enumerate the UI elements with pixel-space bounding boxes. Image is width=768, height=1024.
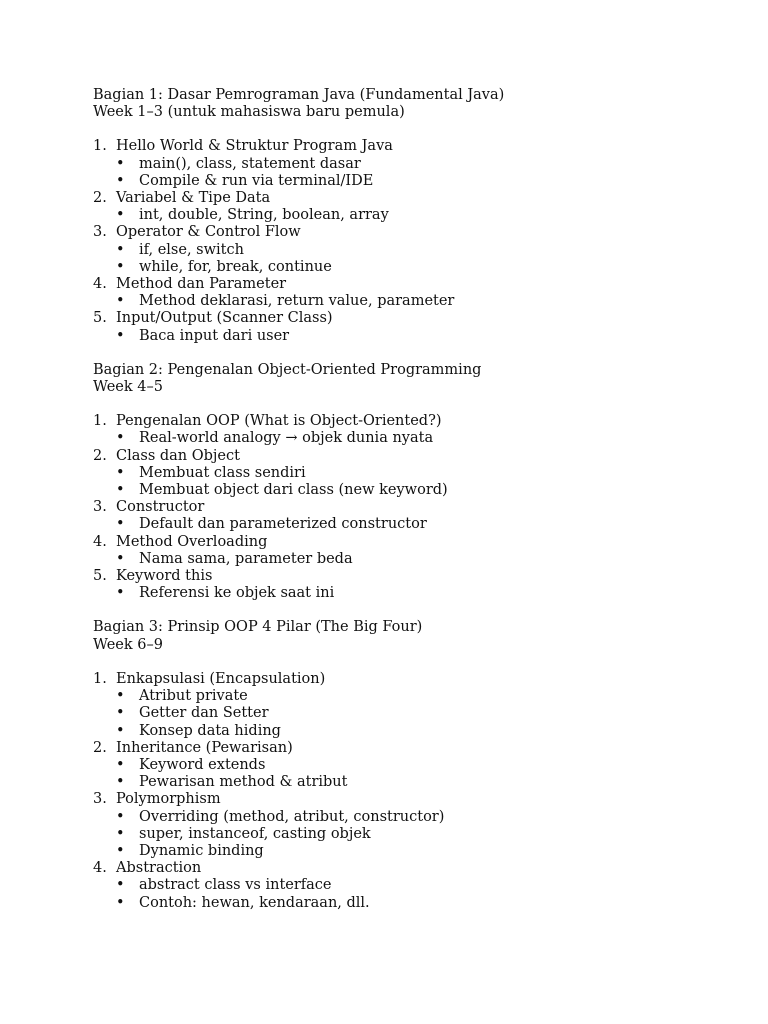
topic-label: Polymorphism <box>116 791 221 808</box>
topic-label: Constructor <box>116 499 205 516</box>
topic-label: Enkapsulasi (Encapsulation) <box>116 670 326 687</box>
topic-item <box>93 276 693 293</box>
topic-list <box>93 138 693 344</box>
section-1 <box>93 87 693 345</box>
bullet-item <box>93 826 693 843</box>
bullet-text: Compile & run via terminal/IDE <box>139 172 374 189</box>
bullet-text: main(), class, statement dasar <box>139 155 361 172</box>
bullet-dot-icon: • <box>116 155 125 172</box>
topic-number: 1. <box>93 138 107 155</box>
topic-item <box>93 224 693 241</box>
bullet-item <box>93 173 693 190</box>
topic-number: 1. <box>93 413 107 430</box>
bullet-dot-icon: • <box>116 258 125 275</box>
section-week: Week 6–9 <box>93 636 163 653</box>
bullet-text: super, instanceof, casting objek <box>139 825 371 842</box>
bullet-item <box>93 293 693 310</box>
topic-label: Method Overloading <box>116 533 268 550</box>
topic-number: 1. <box>93 670 107 687</box>
bullet-dot-icon: • <box>116 327 125 344</box>
bullet-dot-icon: • <box>116 585 125 602</box>
bullet-text: Contoh: hewan, kendaraan, dll. <box>139 894 370 911</box>
bullet-dot-icon: • <box>116 550 125 567</box>
topic-item <box>93 860 693 877</box>
topic-item <box>93 190 693 207</box>
bullet-dot-icon: • <box>116 894 125 911</box>
topic-label: Keyword this <box>116 568 213 585</box>
topic-list <box>93 671 693 912</box>
bullet-text: Real-world analogy → objek dunia nyata <box>139 430 434 447</box>
bullet-item <box>93 328 693 345</box>
bullet-item <box>93 430 693 447</box>
topic-item <box>93 413 693 430</box>
bullet-dot-icon: • <box>116 241 125 258</box>
bullet-dot-icon: • <box>116 172 125 189</box>
bullet-text: Default dan parameterized constructor <box>139 516 427 533</box>
bullet-text: Method deklarasi, return value, parameter <box>139 293 455 310</box>
topic-item <box>93 740 693 757</box>
topic-label: Input/Output (Scanner Class) <box>116 310 333 327</box>
topic-label: Operator & Control Flow <box>116 224 301 241</box>
topic-number: 2. <box>93 190 107 207</box>
bullet-dot-icon: • <box>116 722 125 739</box>
topic-item <box>93 499 693 516</box>
bullet-dot-icon: • <box>116 774 125 791</box>
bullet-text: while, for, break, continue <box>139 258 332 275</box>
topic-number: 4. <box>93 860 107 877</box>
topic-item <box>93 671 693 688</box>
topic-number: 5. <box>93 568 107 585</box>
bullet-item <box>93 688 693 705</box>
bullet-dot-icon: • <box>116 877 125 894</box>
bullet-dot-icon: • <box>116 825 125 842</box>
bullet-text: Konsep data hiding <box>139 722 281 739</box>
topic-number: 2. <box>93 739 107 756</box>
bullet-text: Baca input dari user <box>139 327 290 344</box>
bullet-item <box>93 551 693 568</box>
topic-item <box>93 448 693 465</box>
bullet-item <box>93 585 693 602</box>
topic-label: Hello World & Struktur Program Java <box>116 138 393 155</box>
bullet-item <box>93 843 693 860</box>
topic-label: Inheritance (Pewarisan) <box>116 739 293 756</box>
bullet-item <box>93 877 693 894</box>
bullet-item <box>93 207 693 224</box>
bullet-text: Keyword extends <box>139 756 266 773</box>
bullet-item <box>93 242 693 259</box>
section-week: Week 4–5 <box>93 379 163 396</box>
bullet-item <box>93 156 693 173</box>
bullet-text: Atribut private <box>139 688 248 705</box>
topic-label: Abstraction <box>116 860 202 877</box>
topic-item <box>93 568 693 585</box>
bullet-dot-icon: • <box>116 293 125 310</box>
bullet-dot-icon: • <box>116 756 125 773</box>
section-3 <box>93 619 693 911</box>
bullet-text: Getter dan Setter <box>139 705 269 722</box>
topic-number: 3. <box>93 791 107 808</box>
bullet-dot-icon: • <box>116 207 125 224</box>
topic-item <box>93 138 693 155</box>
bullet-item <box>93 705 693 722</box>
topic-number: 3. <box>93 224 107 241</box>
topic-number: 4. <box>93 533 107 550</box>
bullet-item <box>93 895 693 912</box>
bullet-text: abstract class vs interface <box>139 877 332 894</box>
bullet-text: int, double, String, boolean, array <box>139 207 389 224</box>
bullet-dot-icon: • <box>116 430 125 447</box>
topic-label: Class dan Object <box>116 447 240 464</box>
topic-number: 2. <box>93 447 107 464</box>
section-title: Bagian 3: Prinsip OOP 4 Pilar (The Big Four) <box>93 619 423 636</box>
section-title: Bagian 1: Dasar Pemrograman Java (Fundamental Java) <box>93 87 505 103</box>
bullet-item <box>93 516 693 533</box>
bullet-text: Pewarisan method & atribut <box>139 774 348 791</box>
bullet-dot-icon: • <box>116 808 125 825</box>
topic-number: 5. <box>93 310 107 327</box>
topic-label: Variabel & Tipe Data <box>116 190 271 207</box>
bullet-text: Overriding (method, atribut, constructor) <box>139 808 445 825</box>
bullet-item <box>93 774 693 791</box>
bullet-item <box>93 723 693 740</box>
topic-label: Pengenalan OOP (What is Object-Oriented?) <box>116 413 442 430</box>
bullet-dot-icon: • <box>116 688 125 705</box>
bullet-text: Referensi ke objek saat ini <box>139 585 335 602</box>
bullet-dot-icon: • <box>116 516 125 533</box>
bullet-dot-icon: • <box>116 705 125 722</box>
topic-number: 3. <box>93 499 107 516</box>
bullet-dot-icon: • <box>116 482 125 499</box>
bullet-item <box>93 482 693 499</box>
bullet-text: Nama sama, parameter beda <box>139 550 353 567</box>
section-week: Week 1–3 (untuk mahasiswa baru pemula) <box>93 104 405 121</box>
topic-item <box>93 791 693 808</box>
topic-item <box>93 534 693 551</box>
bullet-item <box>93 757 693 774</box>
document-content <box>93 87 693 929</box>
bullet-item <box>93 809 693 826</box>
bullet-text: Dynamic binding <box>139 842 264 859</box>
bullet-item <box>93 465 693 482</box>
section-title: Bagian 2: Pengenalan Object-Oriented Programming <box>93 361 482 378</box>
bullet-dot-icon: • <box>116 842 125 859</box>
bullet-item <box>93 259 693 276</box>
bullet-dot-icon: • <box>116 464 125 481</box>
section-2 <box>93 362 693 603</box>
topic-list <box>93 413 693 602</box>
bullet-text: Membuat class sendiri <box>139 464 306 481</box>
topic-label: Method dan Parameter <box>116 276 287 293</box>
bullet-text: if, else, switch <box>139 241 244 258</box>
topic-number: 4. <box>93 276 107 293</box>
topic-item <box>93 310 693 327</box>
bullet-text: Membuat object dari class (new keyword) <box>139 482 448 499</box>
